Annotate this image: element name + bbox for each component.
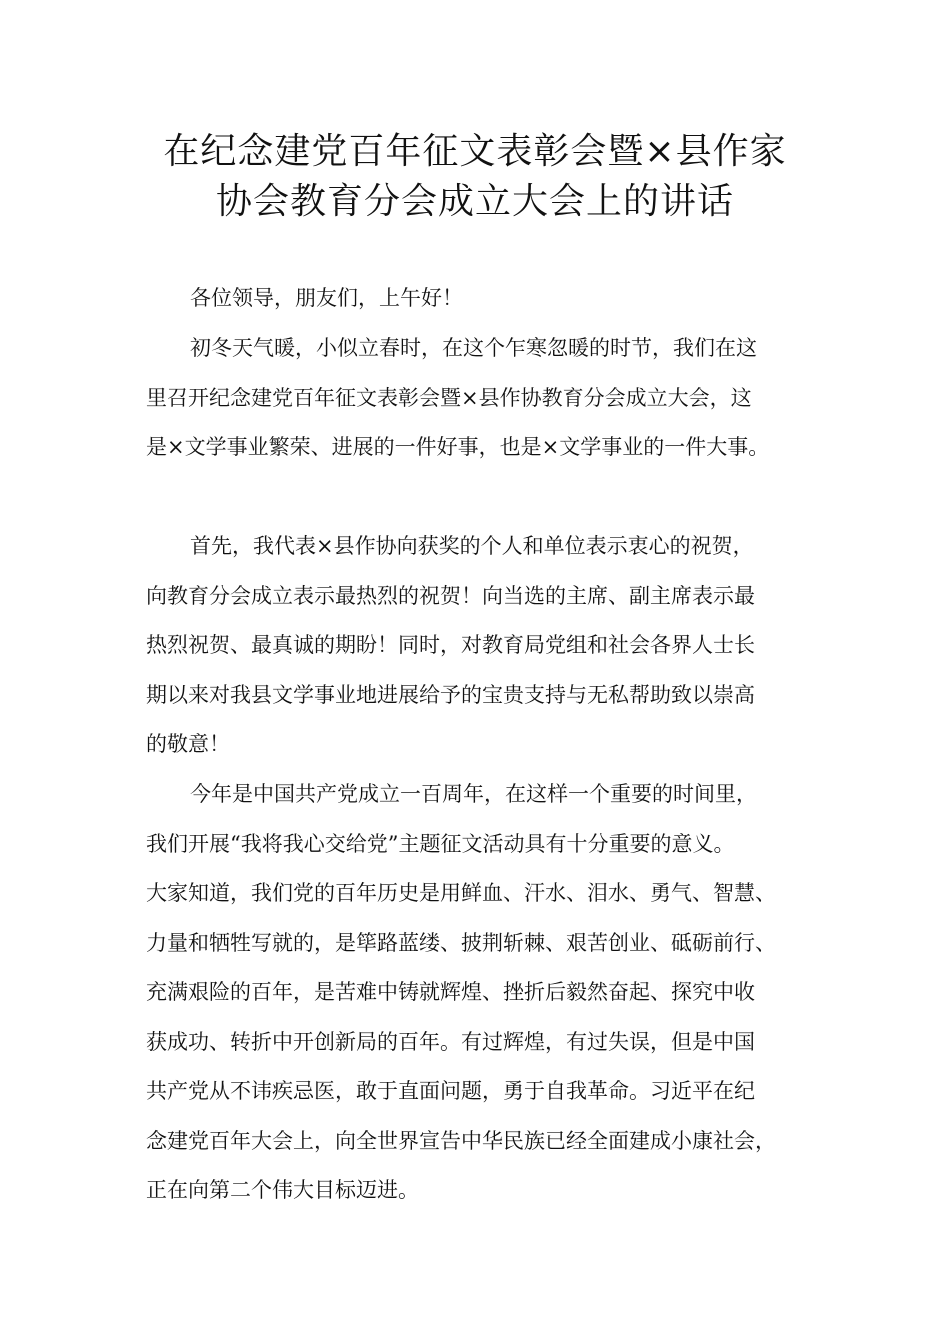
paragraph-line: 的敬意！ — [146, 732, 230, 756]
paragraph-line: 我们开展“我将我心交给党”主题征文活动具有十分重要的意义。 — [146, 831, 735, 856]
paragraph-line: 首先，我代表×县作协向获奖的个人和单位表示衷心的祝贺， — [190, 534, 754, 558]
paragraph-line: 是×文学事业繁荣、进展的一件好事，也是×文学事业的一件大事。 — [146, 435, 770, 459]
paragraph-line: 今年是中国共产党成立一百周年，在这样一个重要的时间里， — [190, 782, 757, 806]
document-title — [120, 126, 830, 225]
paragraph-line: 获成功、转折中开创新局的百年。有过辉煌，有过失误，但是中国 — [146, 1029, 755, 1054]
paragraph-line: 热烈祝贺、最真诚的期盼！同时，对教育局党组和社会各界人士长 — [146, 633, 755, 657]
greeting-line: 各位领导，朋友们，上午好！ — [190, 286, 463, 310]
paragraph-3 — [146, 770, 836, 1216]
paragraph-2 — [146, 522, 836, 770]
title-line: 协会教育分会成立大会上的讲话 — [215, 180, 734, 222]
paragraph-line: 大家知道，我们党的百年历史是用鲜血、汗水、泪水、勇气、智慧、 — [146, 881, 776, 905]
paragraph-line: 初冬天气暖，小似立春时，在这个乍寒忽暖的时节，我们在这 — [190, 336, 757, 360]
paragraph-line: 向教育分会成立表示最热烈的祝贺！向当选的主席、副主席表示最 — [146, 583, 755, 608]
paragraph-line: 充满艰险的百年，是苦难中铸就辉煌、挫折后毅然奋起、探究中收 — [146, 980, 755, 1004]
paragraph-line: 正在向第二个伟大目标迈进。 — [146, 1178, 419, 1202]
paragraph-line: 共产党从不讳疾忌医，敢于直面问题，勇于自我革命。习近平在纪 — [146, 1079, 755, 1103]
paragraph-line: 期以来对我县文学事业地进展给予的宝贵支持与无私帮助致以崇高 — [146, 682, 755, 707]
title-line: 在纪念建党百年征文表彰会暨×县作家 — [163, 131, 787, 172]
greeting-paragraph — [146, 274, 836, 324]
greeting-block — [146, 274, 836, 324]
paragraph-1-text — [146, 324, 836, 473]
paragraph-line: 念建党百年大会上，向全世界宣告中华民族已经全面建成小康社会， — [146, 1128, 776, 1153]
paragraph-1 — [146, 324, 836, 473]
paragraph-3-text — [146, 770, 836, 1216]
paragraph-line: 力量和牺牲写就的，是筚路蓝缕、披荆斩棘、艰苦创业、砥砺前行、 — [146, 930, 776, 955]
paragraph-line: 里召开纪念建党百年征文表彰会暨×县作协教育分会成立大会，这 — [146, 385, 752, 410]
paragraph-2-text — [146, 522, 836, 770]
